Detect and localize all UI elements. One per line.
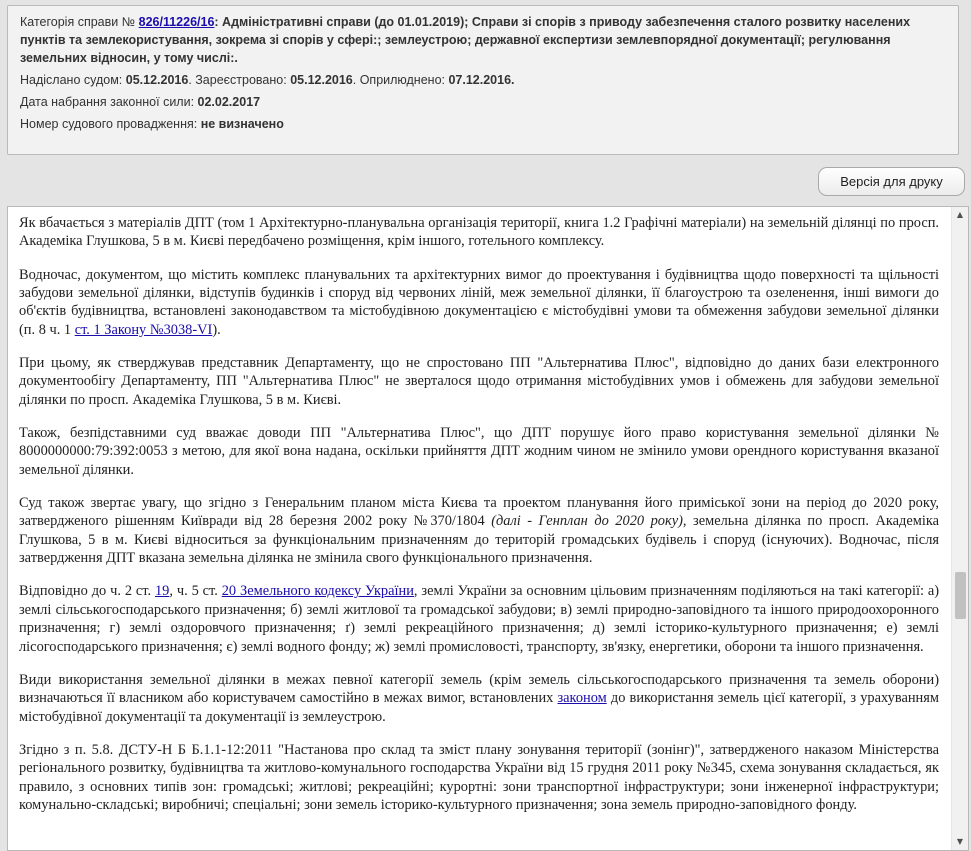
registered-date: 05.12.2016 bbox=[290, 73, 353, 87]
document-content bbox=[19, 214, 939, 829]
paragraph: Водночас, документом, що містить комплекс планувальних та архітектурних вимог до проектування і будівництва щодо поверхності та щільності забудови земельної ділянки, відступів будинків і споруд від червоних ліній, меж земельної ділянки, її благоустрою та озеленення, інші вимоги до об'єктів будівництва, встановлені законодавством та містобудівною документацією є містобудівні умови та обмеження забудови земельної ділянки (п. 8 ч. 1 ст. 1 Закону №3038-VI). bbox=[19, 266, 939, 338]
scroll-down-arrow-icon[interactable]: ▼ bbox=[956, 837, 964, 846]
law-3038-link[interactable]: ст. 1 Закону №3038-VI bbox=[74, 321, 213, 338]
paragraph: При цьому, як стверджував представник Департаменту, що не спростовано ПП "Альтернатива Плюс", відповідно до даних бази електронного документообігу Департаменту, ПП "Альтернатива Плюс" не зверталося щодо отримання містобудівних умов і обмежень для забудови земельної ділянки по просп. Академіка Глушкова, 5 в м. Києві. bbox=[19, 355, 939, 408]
published-date: 07.12.2016 bbox=[448, 73, 512, 87]
category-text: : Адміністративні справи (до 01.01.2019); Справи зі спорів з приводу забезпечення сталого розвитку населених пунктів та землекористування, зокрема зі спорів у сфері:; землеустрою; державної експертизи землевпорядної документації; регулювання земельних відносин, у тому числі:. bbox=[20, 15, 911, 65]
paragraph: Згідно з п. 5.8. ДСТУ-Н Б Б.1.1-12:2011 "Настанова про склад та зміст плану зонування території (зонінг)", затвердженого наказом Міністерства регіонального розвитку, будівництва та житлово-комунального господарства України від 15 грудня 2011 року №345, схема зонування складається, як правило, з основних типів зон: громадські; житлові; рекреаційні; курортні: зони транспортної інфраструктури; зони інженерної інфраструктури; комунально-складські; виробничі; спеціальні; зони земель історико-культурного призначення; зона земель природно-заповідного фонду. bbox=[19, 741, 939, 814]
scroll-up-arrow-icon[interactable]: ▲ bbox=[956, 210, 964, 219]
vertical-scrollbar[interactable] bbox=[951, 207, 968, 850]
italic-note: (далі - Генплан до 2020 року) bbox=[491, 513, 683, 530]
document-text-panel[interactable] bbox=[7, 206, 969, 851]
case-category bbox=[20, 13, 946, 67]
case-number-link[interactable]: 826/11226/16 bbox=[138, 15, 215, 29]
paragraph: Як вбачається з матеріалів ДПТ (том 1 Архітектурно-планувальна організація території, книга 1.2 Графічні матеріали) на земельній ділянці по просп. Академіка Глушкова, 5 в м. Києві передбачено розміщення, крім іншого, готельного комплексу. bbox=[19, 215, 939, 250]
paragraph: Відповідно до ч. 2 ст. 19, ч. 5 ст. 20 Земельного кодексу України, землі України за основним цільовим призначенням поділяються на такі категорії: а) землі сільськогосподарського призначення; б) землі житлової та громадської забудови; в) землі природно-заповідного та іншого природоохоронного призначення; г) землі оздоровчого призначення; ґ) землі рекреаційного призначення; д) землі історико-культурного призначення; е) землі лісогосподарського призначення; є) землі водного фонду; ж) землі промисловості, транспорту, зв'язку, енергетики, оборони та іншого призначення. bbox=[19, 583, 939, 655]
law-link[interactable]: законом bbox=[557, 690, 607, 707]
land-code-link[interactable]: 20 Земельного кодексу України bbox=[221, 583, 414, 600]
paragraph: Суд також звертає увагу, що згідно з Генеральним планом міста Києва та проектом планування його приміської зони на період до 2020 року, затвердженого рішенням Київради від 28 березня 2002 року №370/1804 (далі - Генплан до 2020 року), земельна ділянка по просп. Академіка Глушкова, 5 в м. Києві відноситься за функціональним призначенням до територій громадських будівель і споруд (існуючих). Водночас, після затвердження ДПТ вказана земельна ділянка не змінила свого функціонального призначення. bbox=[19, 495, 939, 567]
effective-date: 02.02.2017 bbox=[197, 95, 261, 109]
dates-line: Надіслано судом: 05.12.2016. Зареєстровано: 05.12.2016. Оприлюднено: 07.12.2016. bbox=[20, 73, 515, 87]
sent-date: 05.12.2016 bbox=[125, 73, 189, 87]
paragraph: Види використання земельної ділянки в межах певної категорії земель (крім земель сільськогосподарського призначення та земель оборони) визначаються її власником або користувачем самостійно в межах вимог, встановлених законом до використання земель цієї категорії, з урахуванням містобудівної документації та документації із землеустрою. bbox=[19, 671, 939, 725]
case-info-panel bbox=[7, 5, 959, 155]
category-label: Категорія справи № bbox=[20, 15, 136, 29]
proceeding-value: не визначено bbox=[200, 117, 284, 131]
proceeding-line: Номер судового провадження: не визначено bbox=[20, 117, 284, 131]
paragraph: Також, безпідставними суд вважає доводи ПП "Альтернатива Плюс", що ДПТ порушує його право користування земельної ділянки № 8000000000:79:392:0053 з метою, для якої вона надана, оскільки прийняття ДПТ жодним чином не змінило умови орендного користування вказаної земельної ділянки. bbox=[19, 425, 939, 478]
print-version-button[interactable]: Версія для друку bbox=[818, 167, 965, 196]
scroll-thumb[interactable] bbox=[955, 572, 966, 619]
effective-date-line: Дата набрання законної сили: 02.02.2017 bbox=[20, 95, 261, 109]
article-19-link[interactable]: 19 bbox=[154, 583, 170, 600]
